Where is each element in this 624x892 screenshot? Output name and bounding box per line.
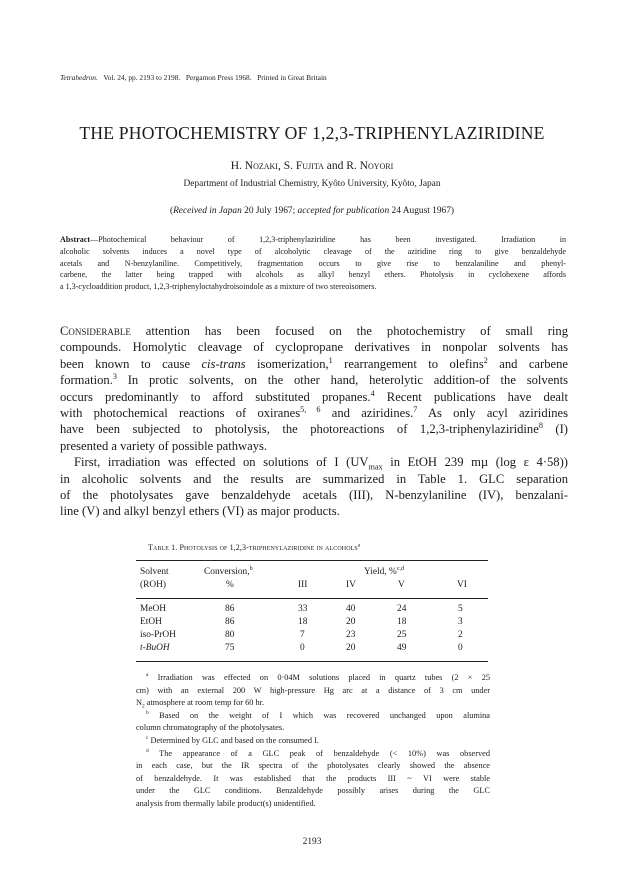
table-cell-iii: 33 <box>298 604 308 614</box>
footnote-line: under the GLC conditions. Benzaldehyde possibly arises during the GLC <box>136 786 490 796</box>
table-cell-iii: 18 <box>298 617 308 627</box>
abstract-line: acetals and N-benzylaniline. Competitively, fragmentation occurs to give rise to benzalaniline and phenyl- <box>60 258 566 268</box>
table-cell-iv: 40 <box>346 604 356 614</box>
body-line: in alcoholic solvents and the results are summarized in Table 1. GLC separation <box>60 471 568 486</box>
body-line: presented a variety of possible pathways. <box>60 438 268 453</box>
body-line: formation.$^3$ In protic solvents, on the other hand, heterolytic addition-of the solvents <box>60 372 568 388</box>
body-line: occurs predominantly to afford substituted propanes.$^4$ Recent publications have dealt <box>60 388 569 404</box>
col-header-iv: IV <box>346 580 356 590</box>
footnote-line: cm) with an external 200 W high-pressure Hg arc at a distance of 3 cm under <box>136 685 490 695</box>
publisher: Pergamon Press 1968. <box>185 73 252 82</box>
received-dates: (Received in Japan 20 July 1967; accepted for publication 24 August 1967) <box>169 206 455 216</box>
citation-ref: 1 <box>328 355 333 365</box>
table-cell-conversion: 75 <box>225 643 235 653</box>
table-cell-vi: 2 <box>458 630 463 640</box>
footnote-line: $^a$ Irradiation was effected on 0·04M solutions placed in quartz tubes (2 × 25 <box>146 672 490 682</box>
table-cell-iii: 0 <box>300 643 305 653</box>
citation-ref: 5, 6 <box>300 404 321 414</box>
table-rule-mid <box>136 598 488 599</box>
footnote-line: $^b$ Based on the weight of I which was recovered unchanged upon alumina <box>146 710 490 720</box>
body-line: First, irradiation was effected on solutions of I ($UV_{max}$ in EtOH 239 mµ (log ε 4·58)) <box>74 455 568 472</box>
author-surname: Noyori <box>359 160 394 172</box>
abstract <box>60 234 566 293</box>
page-number: 2193 <box>302 837 322 847</box>
table-cell-v: 25 <box>397 630 407 640</box>
col-header-iii: III <box>298 580 308 590</box>
table-cell-vi: 3 <box>458 617 463 627</box>
table-cell-conversion: 86 <box>225 617 235 627</box>
table-caption: Table 1. Photolysis of 1,2,3-triphenylaziridine in alcohols$^a$ <box>148 542 361 552</box>
table-cell-conversion: 80 <box>225 630 235 640</box>
table-cell-iv: 20 <box>346 617 356 627</box>
table-rule-top <box>136 560 488 561</box>
author-surname: Nozaki <box>244 160 278 172</box>
body-line: with photochemical reactions of oxiranes$^{5, 6}$ and aziridines.$^7$ As only acyl aziridines <box>60 404 568 421</box>
col-header-percent: % <box>226 580 234 590</box>
abstract-label: Abstract <box>60 235 91 244</box>
lead-word: Considerable <box>60 324 131 338</box>
footnote-line: column chromatography of the photolysates. <box>136 723 285 733</box>
footnote-line: analysis from thermally labile product(s) unidentified. <box>136 798 316 808</box>
abstract-line: a 1,3-cycloaddition product, 1,2,3-triphenyloctahydroisoindole as a mixture of two stereoisomers. <box>60 282 377 292</box>
author-surname: Fujita <box>295 160 324 172</box>
citation-ref: 2 <box>483 355 488 365</box>
table-rule-bottom <box>136 661 488 662</box>
col-header-solvent: Solvent <box>140 567 169 577</box>
table-footnotes <box>136 672 490 811</box>
affiliation: Department of Industrial Chemistry, Kyôto University, Kyôto, Japan <box>183 179 441 189</box>
table-cell-iii: 7 <box>300 630 305 640</box>
article-title: THE PHOTOCHEMISTRY OF 1,2,3-TRIPHENYLAZIRIDINE <box>79 123 545 143</box>
citation-ref: 3 <box>112 372 117 382</box>
table-cell-vi: 5 <box>458 604 463 614</box>
table-cell-v: 18 <box>397 617 407 627</box>
body-line: have been subjected to photolysis, the photoreactions of 1,2,3-triphenylaziridine$^8$ (I) <box>60 421 568 437</box>
col-header-roh: (ROH) <box>140 580 167 590</box>
col-header-conversion: Conversion,$^b$ <box>204 565 253 577</box>
col-header-vi: VI <box>457 580 467 590</box>
printed-in: Printed in Great Britain <box>257 73 327 82</box>
table-cell-v: 49 <box>397 643 407 653</box>
table-cell-solvent: iso-PrOH <box>140 630 176 640</box>
table-cell-v: 24 <box>397 604 407 614</box>
footnote-line: of benzaldehyde. It was established that the products III ~ VI were stable <box>136 773 490 783</box>
body-line: of the photolysates gave benzaldehyde acetals (III), N-benzylaniline (IV), benzalani- <box>60 488 568 503</box>
col-header-yield: Yield, %$^{c,d}$ <box>364 565 405 577</box>
table-cell-solvent: t-BuOH <box>140 643 170 653</box>
body-line: compounds. Homolytic cleavage of cyclopropane derivatives in nonpolar solvents has <box>60 340 568 355</box>
citation-ref: 7 <box>413 404 418 414</box>
table-cell-solvent: EtOH <box>140 617 162 627</box>
body-line: been known to cause cis-trans isomerization,$^1$ rearrangement to olefins$^2$ and carbene <box>60 355 568 371</box>
footnote-line: $^c$ Determined by GLC and based on the consumed I. <box>146 735 319 745</box>
volume-pages: Vol. 24, pp. 2193 to 2198. <box>103 73 181 82</box>
footnote-line: $N_2$ atmosphere at room temp for 60 hr. <box>136 698 265 710</box>
citation-ref: 4 <box>370 388 375 398</box>
abstract-line: carbene, the latter being trapped with alcohols as alkyl benzyl ethers. Photolysis in cyclohexene affords <box>60 270 566 280</box>
running-header <box>60 73 327 82</box>
abstract-line: alcoholic solvents induces a novel type of alcoholytic cleavage of the aziridine ring to give benzaldehyde <box>60 246 566 256</box>
table-cell-conversion: 86 <box>225 604 235 614</box>
body-line: Considerable attention has been focused on the photochemistry of small ring <box>60 324 568 338</box>
abstract-line: Abstract—Photochemical behaviour of 1,2,3-triphenylaziridine has been investigated. Irradiation in <box>60 235 566 244</box>
journal-name: Tetrahedron. <box>60 73 98 82</box>
table-cell-iv: 23 <box>346 630 356 640</box>
footnote-line: $^d$ The appearance of a GLC peak of benzaldehyde (< 10%) was observed <box>146 747 490 758</box>
author-list: H. Nozaki, S. Fujita and R. Noyori <box>230 160 394 172</box>
col-header-v: V <box>398 580 405 590</box>
table-cell-solvent: MeOH <box>140 604 167 614</box>
table-cell-vi: 0 <box>458 643 463 653</box>
footnote-line: in each case, but the IR spectra of the photolysates clearly showed the absence <box>136 761 490 771</box>
body-line: line (V) and alkyl benzyl ethers (VI) as major products. <box>60 504 340 519</box>
table-cell-iv: 20 <box>346 643 356 653</box>
body-text <box>60 323 568 520</box>
citation-ref: 8 <box>538 421 543 431</box>
